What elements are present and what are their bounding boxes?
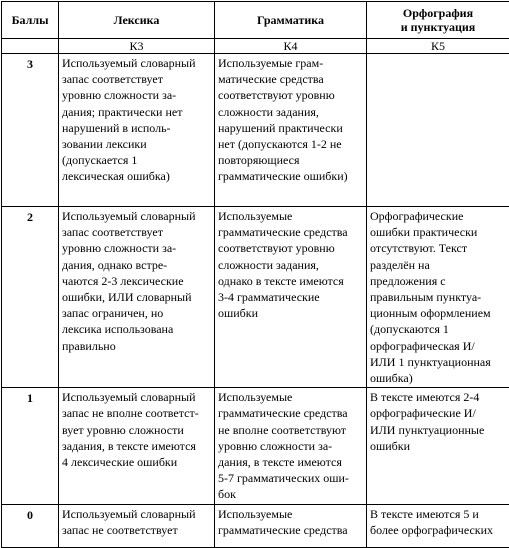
spelling-cell: В тексте имеются 5 и более орфографических [367,504,509,547]
grammar-cell: Используемые грам- матические средства соответствуют уровню сложности задания, нарушений практически нет (допускаются 1-2 не повторяющиеся грамматические ошибки) [215,54,367,207]
grammar-cell: Используемые грамматические средства соответствуют уровню сложности задания, однако в тексте имеются 3-4 грамматические ошибки [215,207,367,388]
lexis-cell: Используемый словарный запас не соответствует [59,504,215,547]
criteria-code-row [2,39,509,54]
criteria-table [1,1,509,548]
code-k5: К5 [367,39,509,54]
spelling-cell: Орфографические ошибки практически отсутствуют. Текст разделён на предложения с правильным пунктуа- ционным оформлением (допускаются 1 орфографическая И/ ИЛИ 1 пунктуационная ошибка) [367,207,509,388]
code-k3: К3 [59,39,215,54]
header-lexis: Лексика [59,2,215,39]
table-row [2,54,509,207]
lexis-cell: Используемый словарный запас не вполне соответст- вует уровню сложности задания, в тексте имеются 4 лексические ошибки [59,388,215,504]
table-row [2,388,509,504]
spelling-cell: В тексте имеются 2-4 орфографические И/ ИЛИ пунктуационные ошибки [367,388,509,504]
code-k4: К4 [215,39,367,54]
table-row [2,207,509,388]
code-empty-cell [2,39,59,54]
header-grammar: Грамматика [215,2,367,39]
header-spelling: Орфография и пунктуация [367,2,509,39]
score-cell: 1 [2,388,59,504]
header-score: Баллы [2,2,59,39]
score-cell: 0 [2,504,59,547]
header-row [2,2,509,39]
grammar-cell: Используемые грамматические средства [215,504,367,547]
score-cell: 3 [2,54,59,207]
spelling-cell [367,54,509,207]
table-row [2,504,509,547]
lexis-cell: Используемый словарный запас соответствует уровню сложности за- дания; практически нет нарушений в исполь- зовании лексики (допускается 1 лексическая ошибка) [59,54,215,207]
grammar-cell: Используемые грамматические средства не вполне соответствуют уровню сложности за- дания, в тексте имеются 5-7 грамматических оши- бок [215,388,367,504]
score-cell: 2 [2,207,59,388]
lexis-cell: Используемый словарный запас соответствует уровню сложности за- дания, однако встре- чаются 2-3 лексические ошибки, ИЛИ словарный запас ограничен, но лексика использована правильно [59,207,215,388]
